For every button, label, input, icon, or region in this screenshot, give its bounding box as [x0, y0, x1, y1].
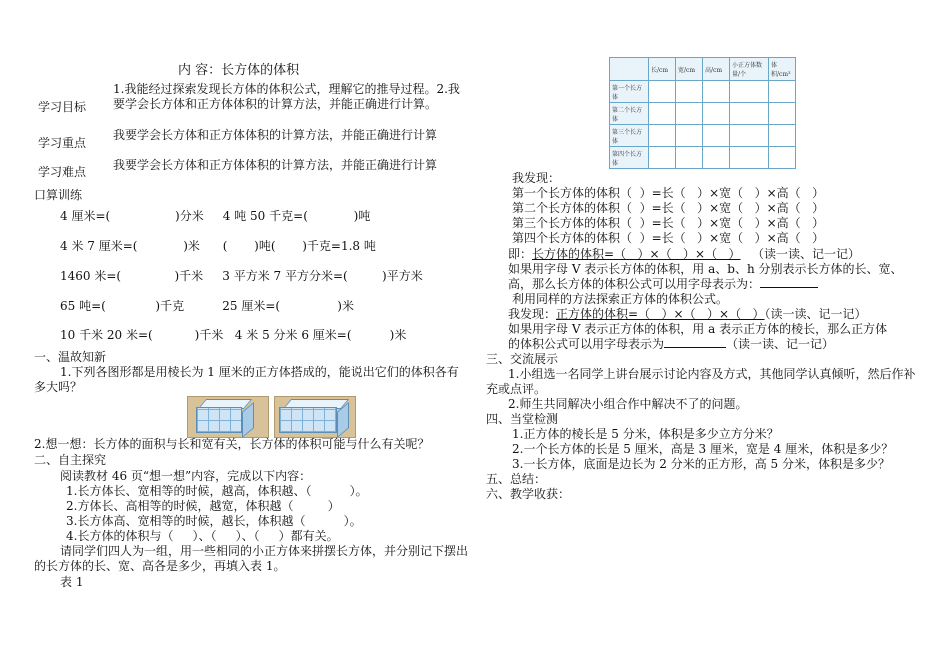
row-label: 第二个长方体	[610, 103, 649, 125]
table-cell[interactable]	[676, 103, 703, 125]
table-header-row	[610, 58, 796, 81]
answer-blank[interactable]	[760, 277, 818, 288]
table-header-cell: 小正方体数量/个	[730, 58, 769, 81]
oral-line: 4 米 7 厘米=( )米 ( )吨( )千克=1.8 吨	[60, 239, 376, 253]
table-1	[609, 57, 796, 169]
test-item: 1.正方体的棱长是 5 分米，体积是多少立方分米？	[512, 427, 779, 441]
oral-line: 10 千米 20 米=( )千米 4 米 5 分米 6 厘米=( )米	[60, 328, 407, 342]
section-heading: 六、教学收获：	[486, 487, 571, 501]
oral-line: 1460 米=( )千米 3 平方米 7 平方分米=( )平方米	[60, 269, 423, 283]
cube-formula: 正方体的体积=（ ）×（ ）×（ ）	[556, 307, 765, 321]
difficulty-label: 学习难点	[38, 165, 87, 179]
letter-text-b: 高，那么长方体的体积公式可以用字母表示为：	[508, 277, 761, 291]
table-row	[610, 125, 796, 147]
cube-formula-line	[508, 307, 867, 322]
found2-label: 我发现：	[508, 307, 557, 321]
table-cell[interactable]	[676, 81, 703, 103]
answer-blank[interactable]	[664, 337, 726, 348]
table-row	[610, 147, 796, 169]
goal-label: 学习目标	[38, 100, 87, 114]
table-cell[interactable]	[649, 147, 676, 169]
table-cell[interactable]	[730, 103, 769, 125]
table-cell[interactable]	[676, 147, 703, 169]
letter2-text-b: 的体积公式可以用字母表示为	[508, 337, 665, 351]
table-cell[interactable]	[730, 81, 769, 103]
read-intro: 阅读教材 46 页“想一想”内容，完成以下内容：	[60, 469, 312, 483]
exchange-item-2: 2.师生共同解决小组合作中解决不了的问题。	[508, 397, 748, 411]
table-cell[interactable]	[703, 103, 730, 125]
table-cell[interactable]	[649, 125, 676, 147]
table-header-cell: 长/cm	[649, 58, 676, 81]
oral-line: 4 厘米=( )分米 4 吨 50 千克=( )吨	[60, 209, 371, 223]
table-label: 表 1	[60, 575, 84, 589]
same-method: 利用同样的方法探索正方体的体积公式。	[512, 292, 729, 306]
section-heading: 二、自主探究	[34, 453, 107, 467]
cube-suffix: （读一读、记一记）	[764, 307, 867, 321]
list-item: 3.长方体高、宽相等的时候，越长，体积越（ ）。	[66, 514, 362, 528]
formula-suffix: （读一读、记一记）	[740, 247, 860, 261]
cube-figure-2	[274, 396, 356, 438]
table-header-cell: 高/cm	[703, 58, 730, 81]
task-text: 请同学们四人为一组，用一些相同的小正方体来拼摆长方体，并分别记下摆出的长方体的长、宽、高各是多少，再填入表 1。	[34, 544, 469, 573]
volume-line: 第四个长方体的体积（ ）=长（ ）×宽（ ）×高（ ）	[512, 231, 825, 245]
focus-text: 我要学会长方体和正方体体积的计算方法，并能正确进行计算	[113, 128, 438, 142]
table-header-cell: 体积/cm³	[769, 58, 796, 81]
table-cell[interactable]	[730, 147, 769, 169]
section-heading: 四、当堂检测	[486, 412, 559, 426]
cube-figure-1	[187, 396, 269, 438]
table-cell[interactable]	[769, 81, 796, 103]
oral-heading: 口算训练	[34, 188, 83, 202]
table-cell[interactable]	[676, 125, 703, 147]
oral-line: 65 吨=( )千克 25 厘米=( )米	[60, 299, 354, 313]
table-row	[610, 81, 796, 103]
volume-line: 第一个长方体的体积（ ）=长（ ）×宽（ ）×高（ ）	[512, 186, 825, 200]
test-item: 3.一长方体，底面是边长为 2 分米的正方形，高 5 分米，体积是多少？	[512, 457, 890, 471]
letter2-text-2	[508, 337, 834, 352]
row-label: 第四个长方体	[610, 147, 649, 169]
volume-line: 第三个长方体的体积（ ）=长（ ）×宽（ ）×高（ ）	[512, 216, 825, 230]
table-header-cell	[610, 58, 649, 81]
page-title: 内 容：长方体的体积	[178, 63, 300, 78]
letter2-suffix: （读一读、记一记）	[726, 337, 835, 351]
focus-label: 学习重点	[38, 136, 87, 150]
list-item: 4.长方体的体积与（ ）、（ ）、（ ）都有关。	[66, 529, 339, 543]
table-cell[interactable]	[769, 125, 796, 147]
section-heading: 一、温故知新	[34, 350, 107, 364]
table-row	[610, 103, 796, 125]
row-label: 第一个长方体	[610, 81, 649, 103]
goal-text: 1.我能经过探索发现长方体的体积公式，理解它的推导过程。2.我要学会长方体和正方体体积的计算方法，并能正确进行计算。	[113, 82, 460, 111]
cuboid-formula-line	[508, 247, 860, 262]
found-label: 我发现：	[512, 171, 561, 185]
table-cell[interactable]	[649, 81, 676, 103]
letter-text: 如果用字母 V 表示长方体的体积，用 a、b、h 分别表示长方体的长、宽、	[508, 262, 903, 276]
table-cell[interactable]	[730, 125, 769, 147]
exchange-item-1: 1.小组选一名同学上讲台展示讨论内容及方式，其他同学认真倾听，然后作补充或点评。	[486, 367, 916, 396]
letter2-text: 如果用字母 V 表示正方体的体积，用 a 表示正方体的棱长，那么正方体	[508, 322, 888, 336]
section-heading: 三、交流展示	[486, 352, 559, 366]
list-item: 1.长方体长、宽相等的时候，越高，体积越、（ ）。	[66, 484, 368, 498]
table-cell[interactable]	[649, 103, 676, 125]
row-label: 第三个长方体	[610, 125, 649, 147]
table-cell[interactable]	[703, 81, 730, 103]
difficulty-text: 我要学会长方体和正方体体积的计算方法，并能正确进行计算	[113, 158, 438, 172]
list-item: 2.方体长、高相等的时候，越宽，体积越（ ）	[66, 499, 340, 513]
cuboid-formula: 长方体的体积=（ ）×（ ）×（ ）	[532, 247, 741, 261]
table-cell[interactable]	[769, 103, 796, 125]
formula-prefix: 即：	[508, 247, 533, 261]
question-2: 2.想一想：长方体的面积与长和宽有关，长方体的体积可能与什么有关呢？	[34, 437, 430, 451]
table-cell[interactable]	[769, 147, 796, 169]
letter-text-2	[508, 277, 818, 292]
test-item: 2.一个长方体的长是 5 厘米，高是 3 厘米，宽是 4 厘米，体积是多少？	[512, 442, 894, 456]
table-cell[interactable]	[703, 125, 730, 147]
volume-line: 第二个长方体的体积（ ）=长（ ）×宽（ ）×高（ ）	[512, 201, 825, 215]
table-header-cell: 宽/cm	[676, 58, 703, 81]
question-1: 1.下列各图形都是用棱长为 1 厘米的正方体搭成的，能说出它们的体积各有多大吗？	[34, 365, 459, 394]
section-heading: 五、总结：	[486, 472, 547, 486]
table-cell[interactable]	[703, 147, 730, 169]
